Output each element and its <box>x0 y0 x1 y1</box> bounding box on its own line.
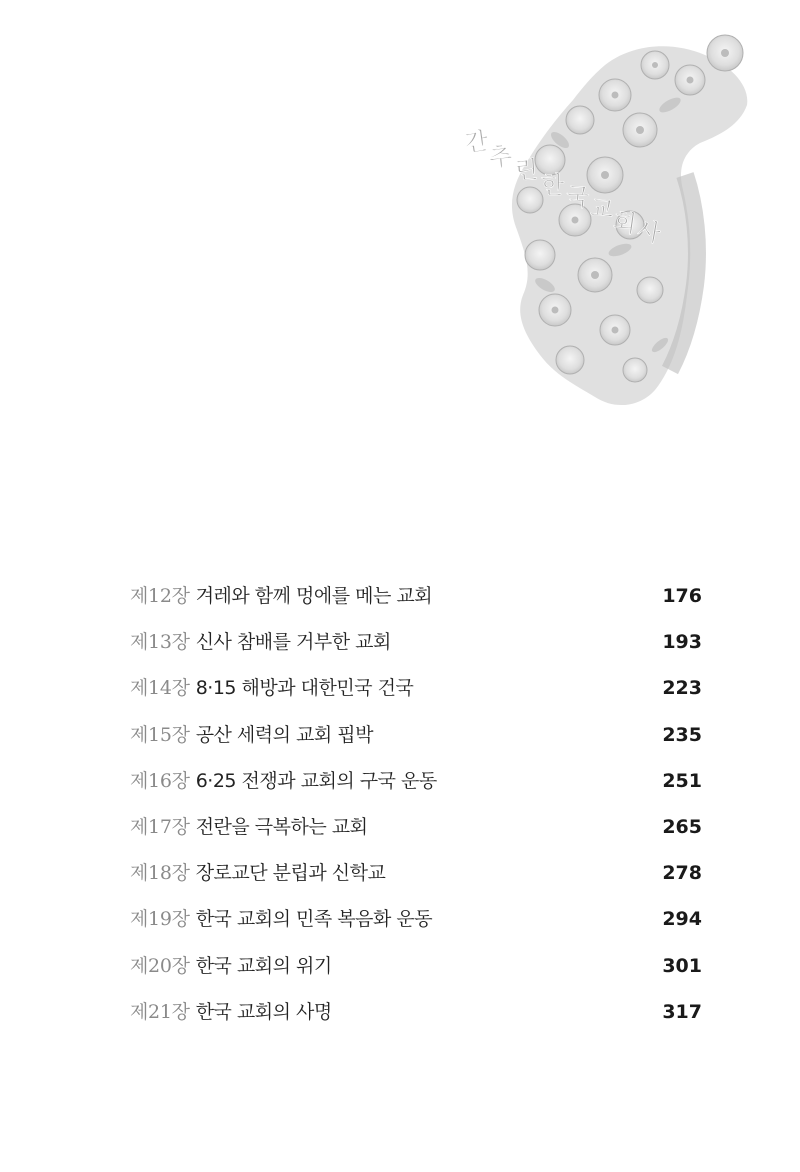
page-number: 317 <box>662 1000 702 1023</box>
page-number: 294 <box>662 908 702 931</box>
chapter-title: 전란을 극복하는 교회 <box>195 815 368 838</box>
toc-entry[interactable] <box>130 943 702 989</box>
svg-text:추: 추 <box>487 141 514 173</box>
chapter-number: 제21장 <box>130 1000 190 1023</box>
toc-entry[interactable] <box>130 758 702 804</box>
page-number: 278 <box>662 862 702 885</box>
chapter-number: 제20장 <box>130 954 190 977</box>
svg-text:한: 한 <box>541 171 565 199</box>
toc-entry[interactable] <box>130 712 702 758</box>
chapter-number: 제14장 <box>130 677 190 700</box>
chapter-number: 제15장 <box>130 723 190 746</box>
page-number: 301 <box>662 954 702 977</box>
chapter-title: 겨레와 함께 멍에를 메는 교회 <box>195 585 433 607</box>
svg-text:국: 국 <box>565 182 591 212</box>
chapter-number: 제16장 <box>130 769 190 792</box>
svg-text:교: 교 <box>588 193 615 225</box>
chapter-title: 장로교단 분립과 신학교 <box>195 862 386 885</box>
chapter-title: 한국 교회의 위기 <box>195 954 332 977</box>
toc-entry[interactable] <box>130 896 702 942</box>
toc-entry[interactable] <box>130 665 702 711</box>
page-number: 223 <box>662 677 702 700</box>
page-number: 235 <box>662 723 702 746</box>
toc-entry[interactable] <box>130 850 702 896</box>
chapter-title: 한국 교회의 민족 복음화 운동 <box>195 908 433 931</box>
svg-text:사: 사 <box>634 216 663 248</box>
korea-floral-map-logo <box>455 25 775 415</box>
chapter-number: 제18장 <box>130 862 190 885</box>
chapter-number: 제19장 <box>130 908 190 931</box>
chapter-title: 8·15 해방과 대한민국 건국 <box>195 677 414 700</box>
page-number: 193 <box>662 631 702 654</box>
svg-text:회: 회 <box>611 207 639 239</box>
toc-entry[interactable] <box>130 989 702 1035</box>
chapter-number: 제13장 <box>130 631 190 654</box>
chapter-number: 제12장 <box>130 585 190 607</box>
page-number: 265 <box>662 815 702 838</box>
chapter-title: 한국 교회의 사명 <box>195 1000 332 1023</box>
toc-entry[interactable] <box>130 573 702 619</box>
toc-entry[interactable] <box>130 804 702 850</box>
svg-text:간: 간 <box>463 126 490 158</box>
chapter-title: 공산 세력의 교회 핍박 <box>195 723 373 746</box>
svg-text:린: 린 <box>513 155 540 185</box>
chapter-title: 신사 참배를 거부한 교회 <box>195 631 391 654</box>
table-of-contents <box>130 573 702 1035</box>
chapter-title: 6·25 전쟁과 교회의 구국 운동 <box>195 769 437 792</box>
toc-entry[interactable] <box>130 619 702 665</box>
page-number: 176 <box>662 585 702 607</box>
page-number: 251 <box>662 769 702 792</box>
chapter-number: 제17장 <box>130 815 190 838</box>
